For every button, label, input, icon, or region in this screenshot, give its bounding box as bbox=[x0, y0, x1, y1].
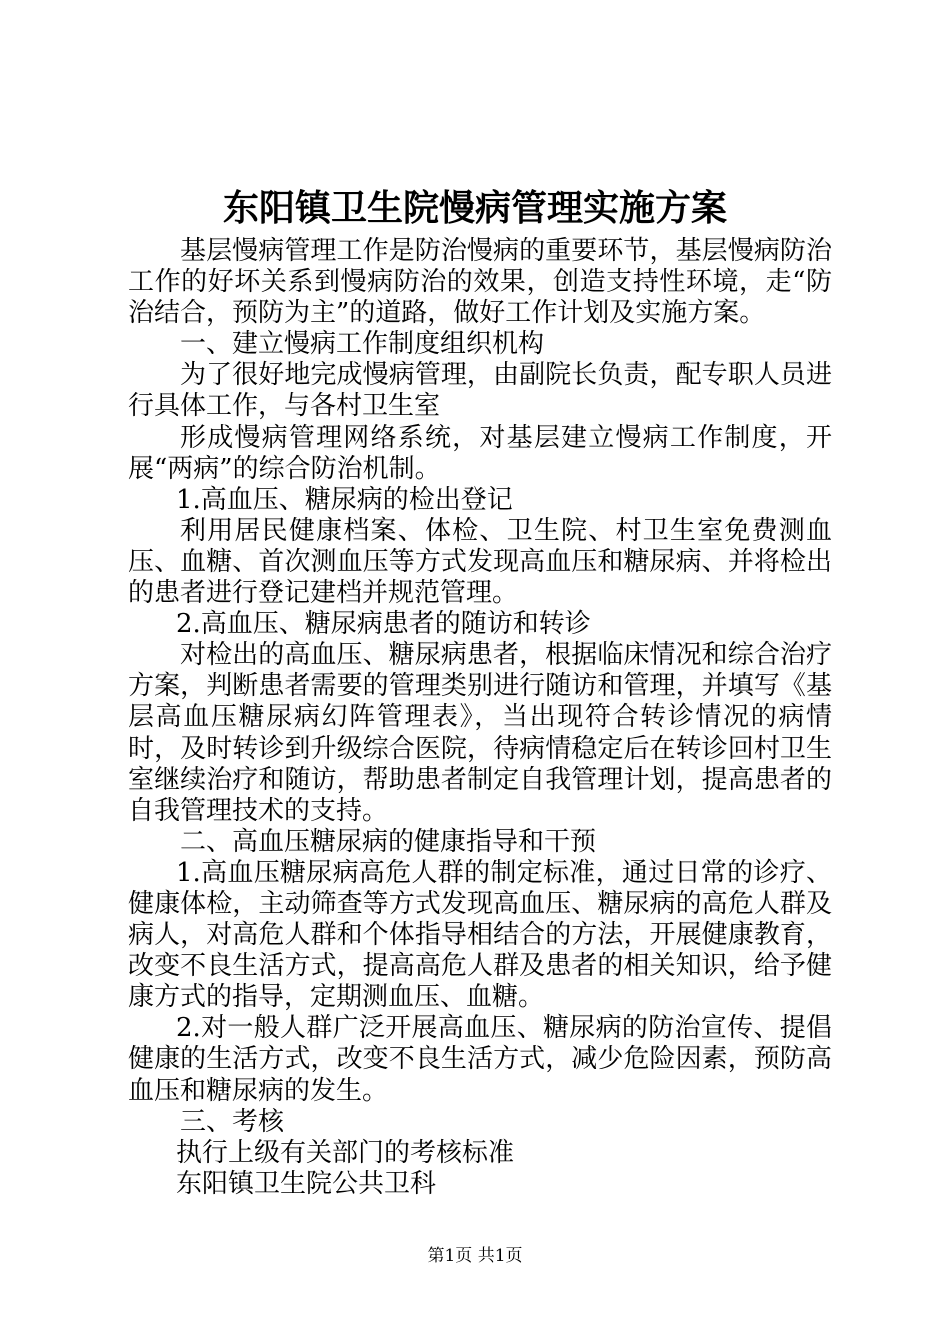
paragraph-intro: 基层慢病管理工作是防治慢病的重要环节，基层慢病防治工作的好坏关系到慢病防治的效果，创造支持性环境，走“防治结合，预防为主”的道路，做好工作计划及实施方案。 bbox=[128, 236, 832, 329]
paragraph-general-population: 2.对一般人群广泛开展高血压、糖尿病的防治宣传、提倡健康的生活方式，改变不良生活方式，减少危险因素，预防高血压和糖尿病的发生。 bbox=[128, 1013, 832, 1106]
document-body bbox=[128, 236, 832, 1200]
paragraph-network: 形成慢病管理网络系统，对基层建立慢病工作制度，开展“两病”的综合防治机制。 bbox=[128, 422, 832, 484]
page-footer: 第1页 共1页 bbox=[427, 1246, 523, 1266]
paragraph-organization: 为了很好地完成慢病管理，由副院长负责，配专职人员进行具体工作，与各村卫生室 bbox=[128, 360, 832, 422]
section-heading-2: 二、高血压糖尿病的健康指导和干预 bbox=[180, 826, 597, 857]
document-title: 东阳镇卫生院慢病管理实施方案 bbox=[222, 187, 727, 229]
section-heading-1: 一、建立慢病工作制度组织机构 bbox=[180, 329, 545, 360]
signature-department: 东阳镇卫生院公共卫科 bbox=[176, 1168, 437, 1199]
subheading-1-1: 1.高血压、糖尿病的检出登记 bbox=[176, 484, 513, 515]
section-heading-3: 三、考核 bbox=[180, 1106, 285, 1137]
paragraph-detection: 利用居民健康档案、体检、卫生院、村卫生室免费测血压、血糖、首次测血压等方式发现高血压和糖尿病、并将检出的患者进行登记建档并规范管理。 bbox=[128, 515, 832, 609]
paragraph-assessment: 执行上级有关部门的考核标准 bbox=[176, 1137, 515, 1168]
paragraph-followup: 对检出的高血压、糖尿病患者，根据临床情况和综合治疗方案，判断患者需要的管理类别进行随访和管理，并填写《基层高血压糖尿病幻阵管理表》，当出现符合转诊情况的病情时，及时转诊到升级综合医院，待病情稳定后在转诊回村卫生室继续治疗和随访，帮助患者制定自我管理计划，提高患者的自我管理技术的支持。 bbox=[128, 640, 832, 826]
subheading-1-2: 2.高血压、糖尿病患者的随访和转诊 bbox=[176, 609, 591, 640]
paragraph-high-risk: 1.高血压糖尿病高危人群的制定标准，通过日常的诊疗、健康体检，主动筛查等方式发现高血压、糖尿病的高危人群及病人，对高危人群和个体指导相结合的方法，开展健康教育，改变不良生活方式，提高高危人群及患者的相关知识，给予健康方式的指导，定期测血压、血糖。 bbox=[128, 857, 832, 1013]
